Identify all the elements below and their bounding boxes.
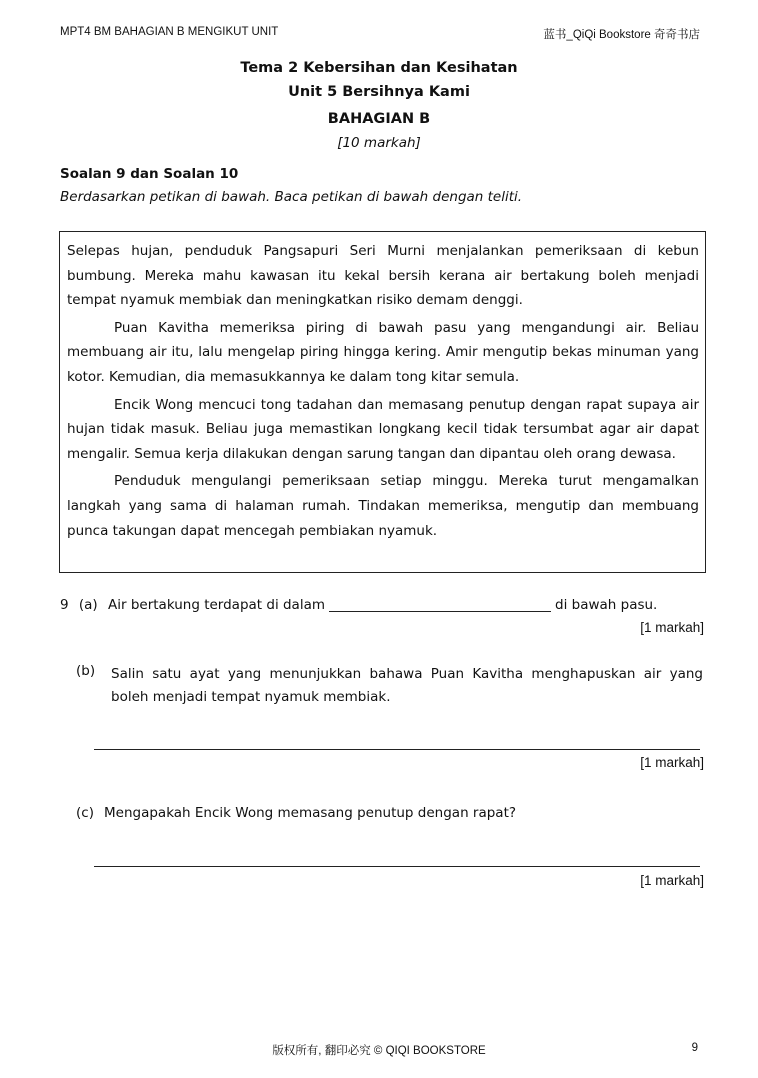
page-number: 9 — [691, 1042, 698, 1054]
marks-9b: [1 markah] — [640, 755, 704, 770]
instruction-text: Berdasarkan petikan di bawah. Baca petikan di bawah dengan teliti. — [60, 189, 523, 205]
footer-copyright: 版权所有, 翻印必究 © QIQI BOOKSTORE — [272, 1045, 486, 1057]
unit-title: Unit 5 Bersihnya Kami — [288, 84, 470, 100]
question-9b-text: Salin satu ayat yang menunjukkan bahawa Puan Kavitha menghapuskan air yang boleh menjadi tempat nyamuk membiak. — [111, 666, 703, 705]
question-text-after: di bawah pasu. — [555, 597, 658, 613]
header-right: 蓝书_QiQi Bookstore 奇奇书店 — [543, 29, 700, 41]
passage-paragraph: Puan Kavitha memeriksa piring di bawah pasu yang mengandungi air. Beliau membuang air itu, lalu mengelap piring hingga kering. Amir mengutip bekas minuman yang kotor. Kemudian, dia memasukkannya ke dalam tong kitar semula. — [67, 319, 699, 385]
answer-line-9b[interactable] — [94, 749, 700, 750]
passage-paragraph: Selepas hujan, penduduk Pangsapuri Seri Murni menjalankan pemeriksaan di kebun bumbung. Mereka mahu kawasan itu kekal bersih kerana air bertakung boleh menjadi tempat nyamuk membiak dan meningkatkan risiko demam denggi. — [67, 243, 699, 309]
section-title: BAHAGIAN B — [327, 111, 431, 127]
question-9c-text: Mengapakah Encik Wong memasang penutup dengan rapat? — [104, 805, 517, 821]
question-9b-label: (b) — [76, 663, 96, 679]
total-marks: [10 markah] — [337, 135, 421, 151]
question-9c-label: (c) — [76, 805, 94, 821]
marks-9a: [1 markah] — [640, 620, 704, 635]
question-text-before: Air bertakung terdapat di dalam — [108, 597, 326, 613]
marks-9c: [1 markah] — [640, 873, 704, 888]
question-9a — [60, 597, 657, 613]
header-left: MPT4 BM BAHAGIAN B MENGIKUT UNIT — [60, 26, 279, 38]
answer-blank[interactable] — [329, 597, 551, 612]
passage-box — [59, 231, 706, 573]
passage-paragraph: Penduduk mengulangi pemeriksaan setiap minggu. Mereka turut mengamalkan langkah yang sama di halaman rumah. Tindakan memeriksa, mengutip dan membuang punca takungan dapat mencegah pembiakan nyamuk. — [67, 473, 699, 539]
theme-title: Tema 2 Kebersihan dan Kesihatan — [240, 60, 518, 76]
answer-line-9c[interactable] — [94, 866, 700, 867]
question-label: (a) — [78, 597, 98, 613]
question-number: 9 — [60, 597, 69, 613]
question-range-heading: Soalan 9 dan Soalan 10 — [60, 166, 239, 182]
passage-paragraph: Encik Wong mencuci tong tadahan dan memasang penutup dengan rapat supaya air hujan tidak masuk. Beliau juga memastikan longkang kecil tidak tersumbat agar air dapat mengalir. Semua kerja dilakukan dengan sarung tangan dan dipantau oleh orang dewasa. — [67, 396, 699, 462]
